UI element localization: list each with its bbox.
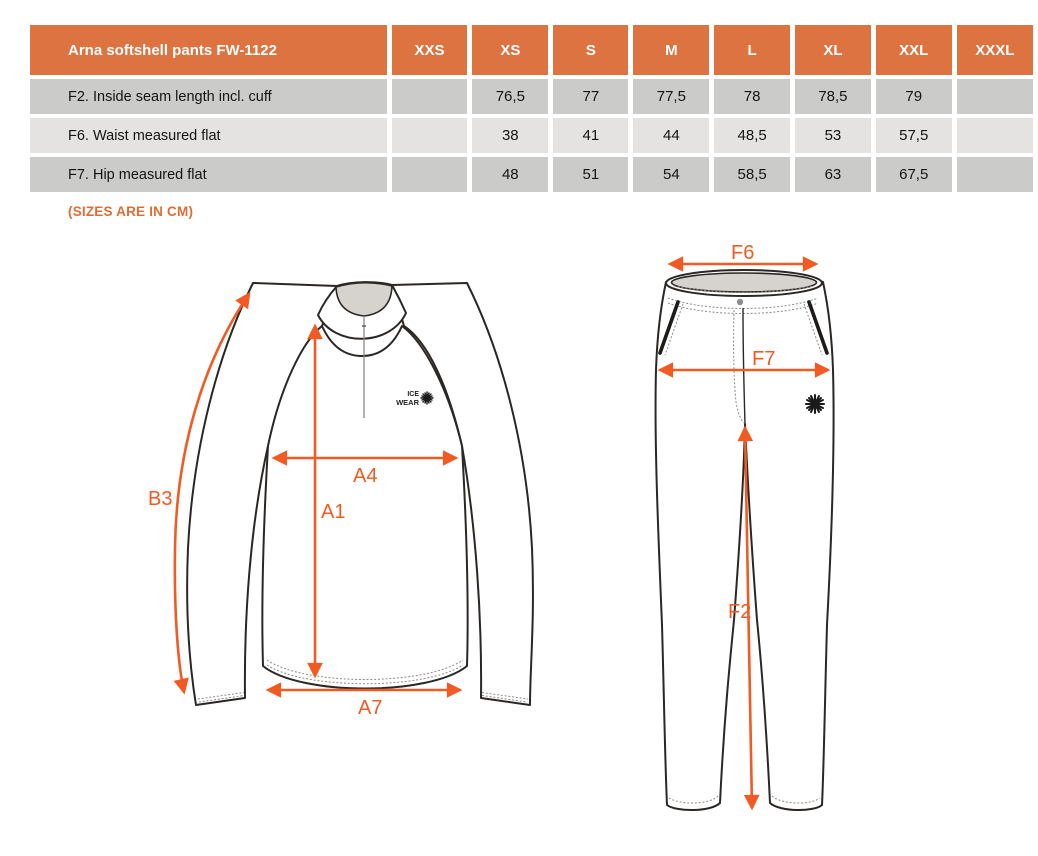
header-cell-xl: XL bbox=[795, 25, 871, 75]
header-cell-xs: XS bbox=[472, 25, 548, 75]
button-icon bbox=[737, 299, 743, 305]
value-cell: 78,5 bbox=[795, 79, 871, 114]
value-cell: 51 bbox=[553, 157, 628, 192]
table-title: Arna softshell pants FW-1122 bbox=[30, 25, 387, 75]
logo-text-line2: WEAR bbox=[396, 398, 419, 407]
row-label: F7. Hip measured flat bbox=[30, 157, 387, 192]
value-cell: 38 bbox=[472, 118, 548, 153]
row-label: F2. Inside seam length incl. cuff bbox=[30, 79, 387, 114]
value-cell: 53 bbox=[795, 118, 871, 153]
header-cell-s: S bbox=[553, 25, 628, 75]
value-cell: 79 bbox=[876, 79, 952, 114]
value-cell bbox=[957, 157, 1033, 192]
value-cell: 48 bbox=[472, 157, 548, 192]
value-cell: 77 bbox=[553, 79, 628, 114]
pants-diagram bbox=[630, 240, 860, 840]
value-cell bbox=[392, 118, 468, 153]
value-cell: 63 bbox=[795, 157, 871, 192]
logo-text-line1: ICE bbox=[407, 391, 419, 398]
value-cell: 48,5 bbox=[714, 118, 790, 153]
value-cell bbox=[957, 118, 1033, 153]
header-cell-xxl: XXL bbox=[876, 25, 952, 75]
value-cell: 67,5 bbox=[876, 157, 952, 192]
row-label: F6. Waist measured flat bbox=[30, 118, 387, 153]
label-f6: F6 bbox=[731, 242, 755, 264]
table-row bbox=[30, 79, 1033, 114]
table-row bbox=[30, 118, 1033, 153]
header-cell-xxs: XXS bbox=[392, 25, 468, 75]
size-table bbox=[25, 21, 1038, 196]
label-a1: A1 bbox=[321, 501, 346, 523]
label-a4: A4 bbox=[353, 465, 378, 487]
table-header-row bbox=[30, 25, 1033, 75]
snowflake-icon bbox=[421, 392, 433, 404]
header-cell-xxxl: XXXL bbox=[957, 25, 1033, 75]
value-cell: 44 bbox=[633, 118, 709, 153]
pants-outline-icon bbox=[656, 270, 834, 810]
label-f7: F7 bbox=[752, 348, 776, 370]
value-cell: 76,5 bbox=[472, 79, 548, 114]
value-cell bbox=[392, 79, 468, 114]
shirt-outline-icon bbox=[187, 282, 533, 705]
value-cell: 41 bbox=[553, 118, 628, 153]
value-cell: 57,5 bbox=[876, 118, 952, 153]
label-f2: F2 bbox=[728, 601, 752, 623]
sizes-unit-note: (SIZES ARE IN CM) bbox=[68, 204, 194, 219]
label-a7: A7 bbox=[358, 697, 383, 719]
value-cell: 78 bbox=[714, 79, 790, 114]
value-cell: 58,5 bbox=[714, 157, 790, 192]
table-row bbox=[30, 157, 1033, 192]
shirt-diagram bbox=[140, 268, 580, 738]
header-cell-m: M bbox=[633, 25, 709, 75]
value-cell: 77,5 bbox=[633, 79, 709, 114]
value-cell bbox=[957, 79, 1033, 114]
value-cell: 54 bbox=[633, 157, 709, 192]
label-b3: B3 bbox=[148, 488, 173, 510]
snowflake-icon bbox=[806, 395, 824, 413]
header-cell-l: L bbox=[714, 25, 790, 75]
value-cell bbox=[392, 157, 468, 192]
